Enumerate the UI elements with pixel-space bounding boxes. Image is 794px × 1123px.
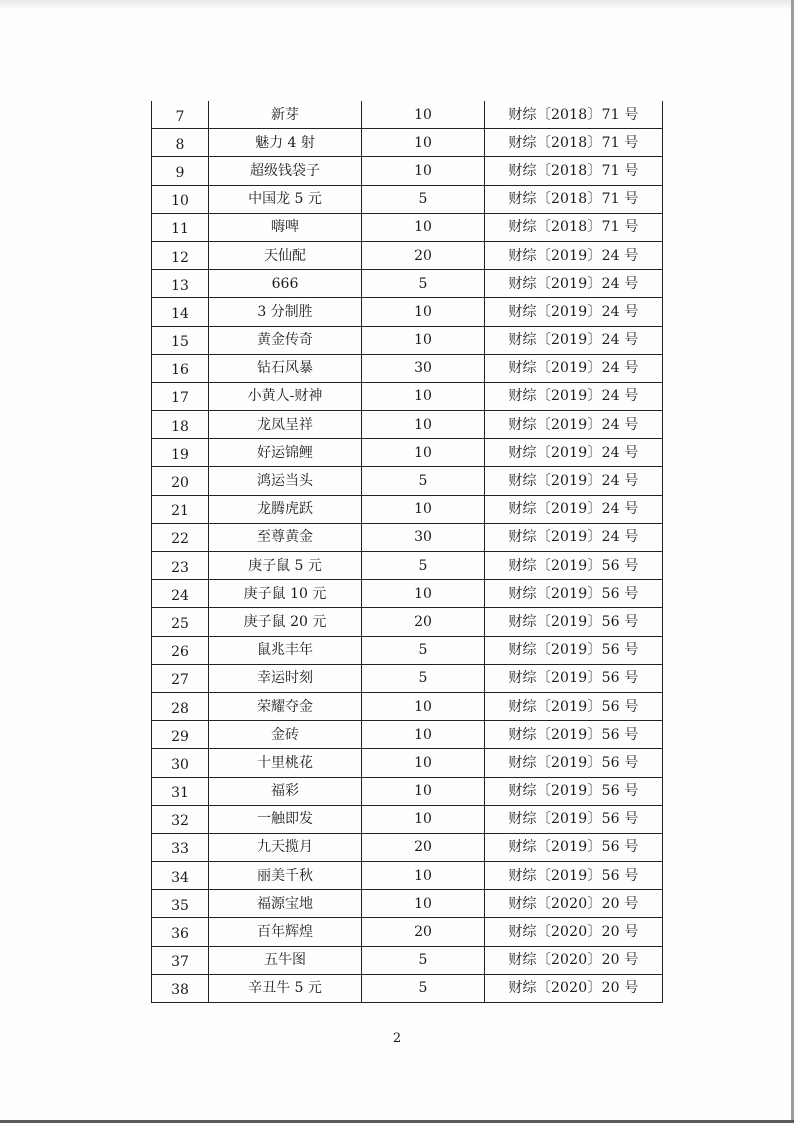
document-ref-cell: 财综〔2019〕56 号 <box>485 833 663 861</box>
ticket-name-cell: 辛丑牛 5 元 <box>209 974 362 1002</box>
row-index-text: 9 <box>175 164 185 181</box>
row-index-cell <box>152 974 209 1002</box>
row-index-cell <box>152 467 209 495</box>
ticket-name-cell: 嗨啤 <box>209 213 362 241</box>
document-ref-cell: 财综〔2019〕24 号 <box>485 270 663 298</box>
ticket-name-cell: 天仙配 <box>209 241 362 269</box>
table-row <box>152 664 663 692</box>
face-value-cell: 10 <box>362 692 485 720</box>
document-ref-cell: 财综〔2019〕24 号 <box>485 411 663 439</box>
face-value-cell: 20 <box>362 608 485 636</box>
table-row <box>152 890 663 918</box>
row-index-text: 11 <box>171 221 189 238</box>
face-value-cell: 20 <box>362 241 485 269</box>
ticket-name-cell: 丽美千秋 <box>209 862 362 890</box>
ticket-name-cell: 至尊黄金 <box>209 523 362 551</box>
row-index-text: 18 <box>171 418 189 435</box>
document-ref-cell: 财综〔2019〕24 号 <box>485 467 663 495</box>
table-row <box>152 270 663 298</box>
table-row <box>152 326 663 354</box>
row-index-cell <box>152 749 209 777</box>
document-ref-cell: 财综〔2019〕24 号 <box>485 495 663 523</box>
table-row <box>152 354 663 382</box>
row-index-text: 15 <box>171 334 189 351</box>
ticket-name-cell: 鸿运当头 <box>209 467 362 495</box>
face-value-cell: 30 <box>362 523 485 551</box>
ticket-name-cell: 黄金传奇 <box>209 326 362 354</box>
face-value-cell: 5 <box>362 664 485 692</box>
document-ref-cell: 财综〔2019〕56 号 <box>485 552 663 580</box>
ticket-name-cell: 庚子鼠 20 元 <box>209 608 362 636</box>
ticket-name-cell: 庚子鼠 10 元 <box>209 580 362 608</box>
table-row <box>152 213 663 241</box>
document-ref-cell: 财综〔2019〕24 号 <box>485 382 663 410</box>
document-ref-cell: 财综〔2020〕20 号 <box>485 946 663 974</box>
table-row <box>152 608 663 636</box>
ticket-name-cell: 百年辉煌 <box>209 918 362 946</box>
table-row <box>152 833 663 861</box>
row-index-text: 29 <box>171 728 189 745</box>
row-index-text: 23 <box>171 559 189 576</box>
row-index-text: 19 <box>171 446 189 463</box>
table-row <box>152 636 663 664</box>
face-value-cell: 5 <box>362 974 485 1002</box>
ticket-name-cell: 超级钱袋子 <box>209 157 362 185</box>
face-value-cell: 10 <box>362 157 485 185</box>
row-index-cell <box>152 326 209 354</box>
lottery-table <box>151 101 663 1003</box>
face-value-cell: 10 <box>362 495 485 523</box>
row-index-cell <box>152 185 209 213</box>
row-index-cell <box>152 101 209 129</box>
row-index-cell <box>152 157 209 185</box>
ticket-name-cell: 魅力 4 射 <box>209 129 362 157</box>
row-index-cell <box>152 270 209 298</box>
document-ref-cell: 财综〔2019〕56 号 <box>485 664 663 692</box>
table-row <box>152 157 663 185</box>
table-row <box>152 580 663 608</box>
table-row <box>152 185 663 213</box>
document-ref-cell: 财综〔2019〕56 号 <box>485 692 663 720</box>
row-index-cell <box>152 439 209 467</box>
document-ref-cell: 财综〔2020〕20 号 <box>485 974 663 1002</box>
row-index-cell <box>152 354 209 382</box>
document-ref-cell: 财综〔2019〕56 号 <box>485 805 663 833</box>
row-index-cell <box>152 721 209 749</box>
face-value-cell: 20 <box>362 833 485 861</box>
ticket-name-cell: 福彩 <box>209 777 362 805</box>
row-index-text: 36 <box>171 926 189 943</box>
face-value-cell: 5 <box>362 467 485 495</box>
row-index-text: 26 <box>171 644 189 661</box>
row-index-cell <box>152 241 209 269</box>
face-value-cell: 5 <box>362 636 485 664</box>
table-body <box>152 101 663 1003</box>
row-index-cell <box>152 523 209 551</box>
document-ref-cell: 财综〔2019〕56 号 <box>485 608 663 636</box>
document-ref-cell: 财综〔2019〕56 号 <box>485 721 663 749</box>
ticket-name-cell: 666 <box>209 270 362 298</box>
face-value-cell: 5 <box>362 946 485 974</box>
document-ref-cell: 财综〔2019〕56 号 <box>485 636 663 664</box>
table-row <box>152 101 663 129</box>
document-ref-cell: 财综〔2019〕56 号 <box>485 749 663 777</box>
row-index-text: 28 <box>171 700 189 717</box>
face-value-cell: 10 <box>362 129 485 157</box>
table-row <box>152 241 663 269</box>
table-row <box>152 749 663 777</box>
ticket-name-cell: 鼠兆丰年 <box>209 636 362 664</box>
document-ref-cell: 财综〔2019〕24 号 <box>485 241 663 269</box>
face-value-cell: 10 <box>362 326 485 354</box>
document-ref-cell: 财综〔2019〕24 号 <box>485 439 663 467</box>
face-value-cell: 5 <box>362 552 485 580</box>
ticket-name-cell: 小黄人-财神 <box>209 382 362 410</box>
row-index-text: 13 <box>171 277 189 294</box>
row-index-cell <box>152 777 209 805</box>
table-row <box>152 552 663 580</box>
row-index-cell <box>152 918 209 946</box>
row-index-cell <box>152 495 209 523</box>
document-ref-cell: 财综〔2018〕71 号 <box>485 101 663 129</box>
row-index-cell <box>152 833 209 861</box>
ticket-name-cell: 五牛图 <box>209 946 362 974</box>
ticket-name-cell: 庚子鼠 5 元 <box>209 552 362 580</box>
page-number: 2 <box>392 1031 402 1046</box>
row-index-text: 30 <box>171 756 189 773</box>
row-index-text: 7 <box>175 108 185 125</box>
row-index-cell <box>152 213 209 241</box>
ticket-name-cell: 新芽 <box>209 101 362 129</box>
row-index-text: 38 <box>171 982 189 999</box>
row-index-text: 20 <box>171 475 189 492</box>
face-value-cell: 5 <box>362 270 485 298</box>
face-value-cell: 10 <box>362 805 485 833</box>
row-index-cell <box>152 862 209 890</box>
table-row <box>152 382 663 410</box>
row-index-text: 10 <box>171 193 189 210</box>
document-ref-cell: 财综〔2020〕20 号 <box>485 918 663 946</box>
ticket-name-cell: 3 分制胜 <box>209 298 362 326</box>
ticket-name-cell: 荣耀夺金 <box>209 692 362 720</box>
row-index-text: 21 <box>171 503 189 520</box>
document-ref-cell: 财综〔2020〕20 号 <box>485 890 663 918</box>
row-index-text: 35 <box>171 897 189 914</box>
table-row <box>152 974 663 1002</box>
row-index-text: 22 <box>171 531 189 548</box>
table-row <box>152 495 663 523</box>
document-ref-cell: 财综〔2019〕56 号 <box>485 862 663 890</box>
ticket-name-cell: 十里桃花 <box>209 749 362 777</box>
row-index-text: 25 <box>171 615 189 632</box>
row-index-text: 34 <box>171 869 189 886</box>
face-value-cell: 20 <box>362 918 485 946</box>
face-value-cell: 10 <box>362 439 485 467</box>
row-index-cell <box>152 580 209 608</box>
ticket-name-cell: 福源宝地 <box>209 890 362 918</box>
table-row <box>152 862 663 890</box>
ticket-name-cell: 幸运时刻 <box>209 664 362 692</box>
row-index-cell <box>152 298 209 326</box>
row-index-text: 14 <box>171 305 189 322</box>
ticket-name-cell: 龙凤呈祥 <box>209 411 362 439</box>
row-index-text: 37 <box>171 954 189 971</box>
ticket-name-cell: 中国龙 5 元 <box>209 185 362 213</box>
table-row <box>152 918 663 946</box>
row-index-cell <box>152 411 209 439</box>
table-row <box>152 439 663 467</box>
ticket-name-cell: 龙腾虎跃 <box>209 495 362 523</box>
document-ref-cell: 财综〔2018〕71 号 <box>485 129 663 157</box>
table-row <box>152 777 663 805</box>
row-index-text: 24 <box>171 587 189 604</box>
table-row <box>152 411 663 439</box>
face-value-cell: 10 <box>362 580 485 608</box>
row-index-cell <box>152 382 209 410</box>
row-index-text: 27 <box>171 672 189 689</box>
document-ref-cell: 财综〔2019〕56 号 <box>485 580 663 608</box>
document-ref-cell: 财综〔2018〕71 号 <box>485 213 663 241</box>
scan-top-edge <box>0 0 794 10</box>
document-ref-cell: 财综〔2018〕71 号 <box>485 157 663 185</box>
row-index-text: 8 <box>175 136 185 153</box>
ticket-name-cell: 钻石风暴 <box>209 354 362 382</box>
table-row <box>152 721 663 749</box>
table-row <box>152 946 663 974</box>
row-index-cell <box>152 552 209 580</box>
document-ref-cell: 财综〔2019〕24 号 <box>485 523 663 551</box>
row-index-cell <box>152 946 209 974</box>
row-index-cell <box>152 805 209 833</box>
face-value-cell: 10 <box>362 298 485 326</box>
face-value-cell: 10 <box>362 721 485 749</box>
face-value-cell: 10 <box>362 411 485 439</box>
table-row <box>152 298 663 326</box>
row-index-text: 16 <box>171 362 189 379</box>
ticket-name-cell: 九天揽月 <box>209 833 362 861</box>
row-index-text: 31 <box>171 785 189 802</box>
face-value-cell: 10 <box>362 862 485 890</box>
face-value-cell: 10 <box>362 749 485 777</box>
row-index-text: 33 <box>171 841 189 858</box>
row-index-cell <box>152 636 209 664</box>
face-value-cell: 10 <box>362 382 485 410</box>
row-index-cell <box>152 664 209 692</box>
ticket-name-cell: 金砖 <box>209 721 362 749</box>
ticket-name-cell: 一触即发 <box>209 805 362 833</box>
face-value-cell: 10 <box>362 213 485 241</box>
document-ref-cell: 财综〔2019〕56 号 <box>485 777 663 805</box>
ticket-name-cell: 好运锦鲤 <box>209 439 362 467</box>
row-index-text: 32 <box>171 813 189 830</box>
face-value-cell: 5 <box>362 185 485 213</box>
row-index-cell <box>152 890 209 918</box>
row-index-text: 17 <box>171 390 189 407</box>
table-row <box>152 467 663 495</box>
table-row <box>152 805 663 833</box>
face-value-cell: 10 <box>362 101 485 129</box>
face-value-cell: 10 <box>362 777 485 805</box>
face-value-cell: 10 <box>362 890 485 918</box>
document-ref-cell: 财综〔2018〕71 号 <box>485 185 663 213</box>
document-ref-cell: 财综〔2019〕24 号 <box>485 326 663 354</box>
table-row <box>152 692 663 720</box>
row-index-cell <box>152 692 209 720</box>
table-row <box>152 523 663 551</box>
document-ref-cell: 财综〔2019〕24 号 <box>485 298 663 326</box>
document-ref-cell: 财综〔2019〕24 号 <box>485 354 663 382</box>
row-index-cell <box>152 608 209 636</box>
row-index-cell <box>152 129 209 157</box>
table-row <box>152 129 663 157</box>
row-index-text: 12 <box>171 249 189 266</box>
face-value-cell: 30 <box>362 354 485 382</box>
